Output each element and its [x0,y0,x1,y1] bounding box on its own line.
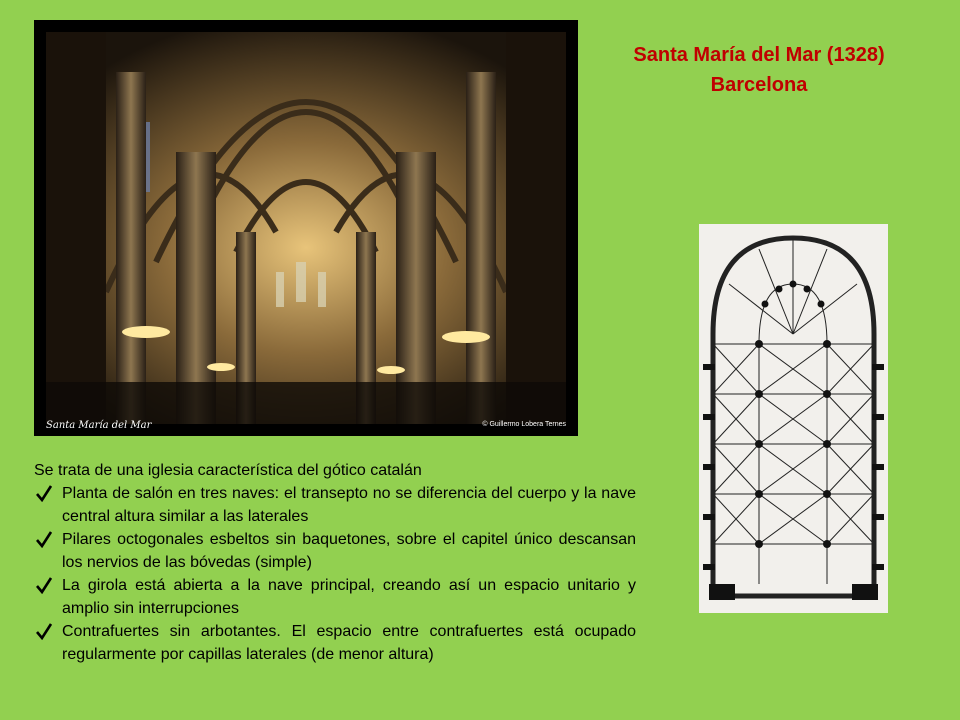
checkmark-icon [36,484,52,502]
list-item [34,620,636,666]
cathedral-photo-frame [34,20,578,436]
checkmark-icon [36,530,52,548]
list-item-text: La girola está abierta a la nave principal, creando así un espacio unitario y amplio sin interrupciones [62,577,636,617]
intro-line: Se trata de una iglesia característica del gótico catalán [34,462,422,479]
title-line-1: Santa María del Mar (1328) [633,44,885,66]
photo-caption: Santa María del Mar [46,420,152,431]
slide-title [598,40,920,100]
checkmark-icon [36,622,52,640]
list-item [34,482,636,528]
list-item-text: Contrafuertes sin arbotantes. El espacio entre contrafuertes está ocupado regularmente por capillas laterales (de menor altura) [62,623,636,663]
photo-credit: © Guillermo Lobera Ternes [482,421,566,428]
feature-list [34,482,636,666]
floor-plan-image [699,224,888,613]
list-item-text: Pilares octogonales esbeltos sin baquetones, sobre el capitel único descansan los nervios de las bóvedas (simple) [62,531,636,571]
cathedral-interior-photo [46,32,566,424]
checkmark-icon [36,576,52,594]
list-item-text: Planta de salón en tres naves: el transepto no se diferencia del cuerpo y la nave central altura similar a las laterales [62,485,636,525]
title-line-2: Barcelona [710,74,808,96]
list-item [34,574,636,620]
list-item [34,528,636,574]
description-text [34,459,636,666]
